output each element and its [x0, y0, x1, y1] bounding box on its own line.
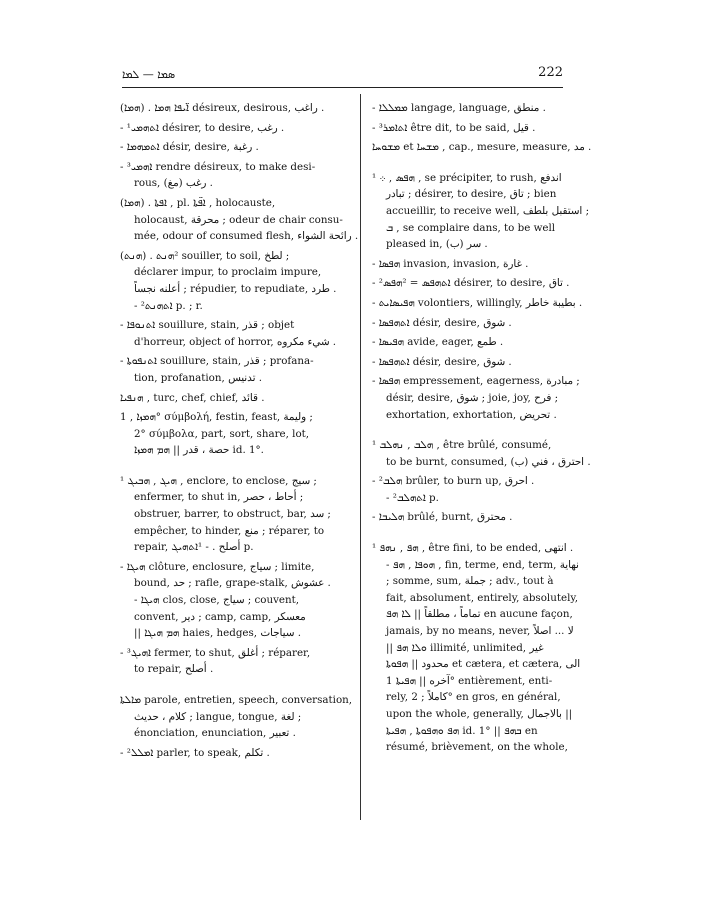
entry-line: ܡܫܘܚܐ et ܡܫܚܐ , cap., mesure, measure, مد . [372, 141, 592, 154]
entry-line: ¹ ܗܝܓ , ܗܒܝܓ , enclore, to enclose, سيج ; [120, 474, 317, 487]
entry-line: désir, desire, شوق ; joie, joy, فرح ; [386, 391, 559, 404]
entry-line: - ܗܦܝܣܐܝܬ volontiers, willingly, بطيبة خاطر . [372, 296, 583, 309]
entry-line: enfermer, to shut in, أحاط ، حصر ; [134, 491, 304, 504]
dictionary-entry [120, 159, 352, 192]
entry-line: || ܗܡ ܗܝܓܐ haies, hedges, سياجات . [134, 627, 301, 640]
entry-line: (ܗܡܐ) . ܐܦܬܐ , pl. ܐܦ̈ܬܐ , holocauste, [120, 196, 276, 209]
dictionary-entry [372, 170, 590, 253]
entry-line: - ²ܐܬܗܠܒ p. [386, 491, 439, 504]
entry-line: - ܐܬܗܦܣܐ désir, desire, شوق . [372, 316, 512, 329]
dictionary-entry [120, 353, 352, 386]
entry-line: - ²ܐܬܗܦܣ = ²ܗܦܣ désirer, to desire, تاق . [372, 277, 570, 290]
left-column [120, 100, 359, 764]
entry-line: fait, absolument, entirely, absolutely, [386, 591, 579, 604]
entry-line: - ²ܗܠܒ brûler, to burn up, احرق . [372, 475, 535, 488]
entry-line: to repair, أصلح . [134, 663, 214, 676]
dictionary-entry [372, 315, 568, 332]
dictionary-entry [120, 248, 352, 314]
entry-line: - ܗܝܓܐ clos, close, سياج ; couvent, [134, 594, 300, 607]
entry-line: - ܐܬܢܘܦܐ souillure, stain, قذر ; objet [120, 319, 295, 332]
dictionary-entry [120, 100, 352, 117]
entry-line: ܡܐܠܬܐ parole, entretien, speech, conversation, [120, 694, 353, 706]
entry-line: ܗܢܦܝܐ , turc, chef, chief, قائد . [120, 391, 265, 404]
dictionary-entry [372, 256, 568, 273]
dictionary-entry [120, 559, 352, 642]
entry-line: rely, كاملاً ; 2° en gros, en général, [386, 691, 561, 704]
entry-line: tion, profanation, تدنيس . [134, 371, 262, 384]
entry-line: ܒ , se complaire dans, to be well [386, 221, 556, 234]
entry-line: - ܗܦܣܐ empressement, eagerness, مبادرة ; [372, 375, 580, 388]
dictionary-entry [372, 275, 568, 292]
entry-line: - ³ܐܗܝܓ fermer, to shut, أغلق ; réparer, [120, 646, 311, 659]
entry-line: (ܗܡܐ) . ܐ̈ܝܦܐ ܗܡܐ désireux, desirous, راغب . [120, 102, 325, 114]
dictionary-entry [120, 390, 352, 407]
entry-line: ܗܦ ܘܗܦܘܬܐ , ܗܦܝܬܐ id. 1° || ܒܗܦ en [386, 724, 538, 737]
entry-line: rous, (مغ) رغب . [134, 177, 213, 190]
dictionary-entry [372, 540, 581, 756]
entry-line: bound, حد ; rafle, grape-stalk, عشوش . [134, 577, 331, 590]
dictionary-entry [120, 317, 352, 350]
running-head: ܣܡܐ — ܠܡܐ [122, 68, 176, 81]
entry-line: ¹ ܗܠܒ , ܢܗܠܒ , être brûlé, consumé, [372, 439, 552, 452]
entry-line: upon the whole, generally, بالاجمال || [386, 708, 573, 720]
dictionary-entry [120, 120, 352, 137]
entry-line: تبادر ; désirer, to desire, تاق ; bien [386, 188, 557, 201]
right-column [372, 100, 592, 759]
entry-line: d'horreur, object of horror, شيء مكروه . [134, 335, 337, 348]
dictionary-entry [372, 373, 580, 423]
entry-line: mée, odour of consumed flesh, رائحة الشواء . [134, 230, 359, 243]
entry-line: résumé, brièvement, on the whole, [386, 741, 568, 754]
entry-line: - ³ܐܬܐܡܪ être dit, to be said, قيل . [372, 121, 536, 134]
entry-line: آخره || ܗܦܝܬܐ 1° entièrement, enti- [386, 674, 553, 687]
entry-line: - ܗܘܦܐ , ܗܦ , fin, terme, end, term, نهاية [386, 558, 579, 571]
column-divider [360, 94, 361, 820]
page-number: 222 [538, 65, 563, 80]
entry-line: - ܗܝܓܐ clôture, enclosure, سياج ; limite, [120, 560, 315, 573]
dictionary-entry [372, 139, 592, 156]
dictionary-entry [372, 473, 568, 506]
entry-line: to be burnt, consumed, احترق ، فني (ب) . [386, 455, 591, 468]
entry-line: repair, أصلح . - ¹ܐܬܗܝܓ p. [134, 541, 254, 554]
dictionary-entry [372, 295, 583, 312]
entry-line: - ܗܦܝܣܐ avide, eager, طمع . [372, 336, 504, 349]
dictionary-entry [372, 437, 591, 470]
dictionary-entry [372, 120, 568, 137]
entry-line: ܗܡܙܐ , 1° σύμβολή, festin, feast, وليمة ; [120, 411, 313, 424]
entry-line: jamais, by no means, never, لا ... اصلاً [386, 625, 574, 638]
entry-line: ; somme, sum, جملة ; adv., tout à [386, 575, 554, 588]
entry-line: كلام ، حديث ; langue, tongue, لغة ; [134, 710, 302, 723]
entry-line: - ²ܐܬܗܢܬ p. ; r. [134, 299, 203, 312]
entry-line: accueillir, to receive well, استقبل بلطف ; [386, 204, 590, 217]
entry-line: exhortation, exhortation, تحريض . [386, 408, 557, 421]
entry-line: تماماً ، مطلقاً || ܠܐ ܗܦ en aucune façon, [386, 608, 573, 621]
dictionary-entry [120, 645, 352, 678]
dictionary-entry [120, 195, 359, 245]
entry-line: محدود || ܗܦܘܬܐ et cætera, et cætera, الى [386, 658, 581, 671]
dictionary-entry [372, 334, 568, 351]
entry-line: - ܐܬܗܡܝ¹ désirer, to desire, رغب . [120, 121, 285, 134]
entry-line: convent, دير ; camp, camp, معسكر [134, 610, 306, 623]
dictionary-entry [120, 745, 352, 762]
entry-line: pleased in, سر (ب) . [386, 238, 488, 251]
entry-line: - ܐܬܗܦܣܐ désir, desire, شوق . [372, 355, 512, 368]
entry-line: - ²ܐܡܠܠ parler, to speak, تكلم . [120, 746, 270, 759]
entry-line: - ܗܠܝܒܐ brûlé, burnt, محترق . [372, 511, 513, 524]
dictionary-entry [120, 139, 352, 156]
dictionary-entry [372, 509, 568, 526]
entry-line: - ³ܐܗܡܝ rendre désireux, to make desi- [120, 160, 316, 173]
entry-line: (ܗܢܬ) . ²ܗܢܬ souiller, to soil, لطخ ; [120, 249, 290, 262]
dictionary-entry [120, 692, 352, 742]
entry-line: أعلنه نجساً ; répudier, to repudiate, طرد . [134, 282, 337, 295]
entry-line: - ܐܬܢܦܘܬܐ souillure, stain, قذر ; profana- [120, 355, 314, 368]
entry-line: - ܡܡܠܠܐ langage, language, منطق . [372, 102, 546, 114]
dictionary-entry [120, 409, 352, 459]
entry-line: حصة ، قدر || ܗܡ ܗܡܙܐ id. 1°. [134, 444, 264, 457]
entry-line: || ܘܠܐ ܗܦ illimité, unlimited, غير [386, 641, 544, 654]
entry-line: déclarer impur, to proclaim impure, [134, 266, 322, 279]
entry-line: empêcher, to hinder, منع ; réparer, to [134, 524, 325, 537]
dictionary-entry [372, 100, 568, 117]
header-rule [122, 87, 563, 88]
entry-line: 2° σύμβολα, part, sort, share, lot, [134, 427, 310, 440]
entry-line: ¹ ܗܦܣ , ܀ , se précipiter, to rush, اندفع [372, 171, 562, 184]
entry-line: - ܗܦܣܐ invasion, invasion, غارة . [372, 257, 529, 270]
entry-line: obstruer, barrer, to obstruct, bar, سد ; [134, 508, 331, 521]
entry-line: énonciation, enunciation, تعبير . [134, 727, 296, 740]
entry-line: - ܐܬܡܗܡܐ désir, desire, رغبة . [120, 141, 259, 154]
entry-line: holocaust, محرقة ; odeur de chair consu- [134, 213, 343, 226]
entry-line: ¹ ܗܦ , ܢܗܦ , être fini, to be ended, انتهى . [372, 542, 574, 555]
page-header [122, 64, 563, 86]
dictionary-entry [120, 473, 352, 556]
dictionary-entry [372, 354, 568, 371]
